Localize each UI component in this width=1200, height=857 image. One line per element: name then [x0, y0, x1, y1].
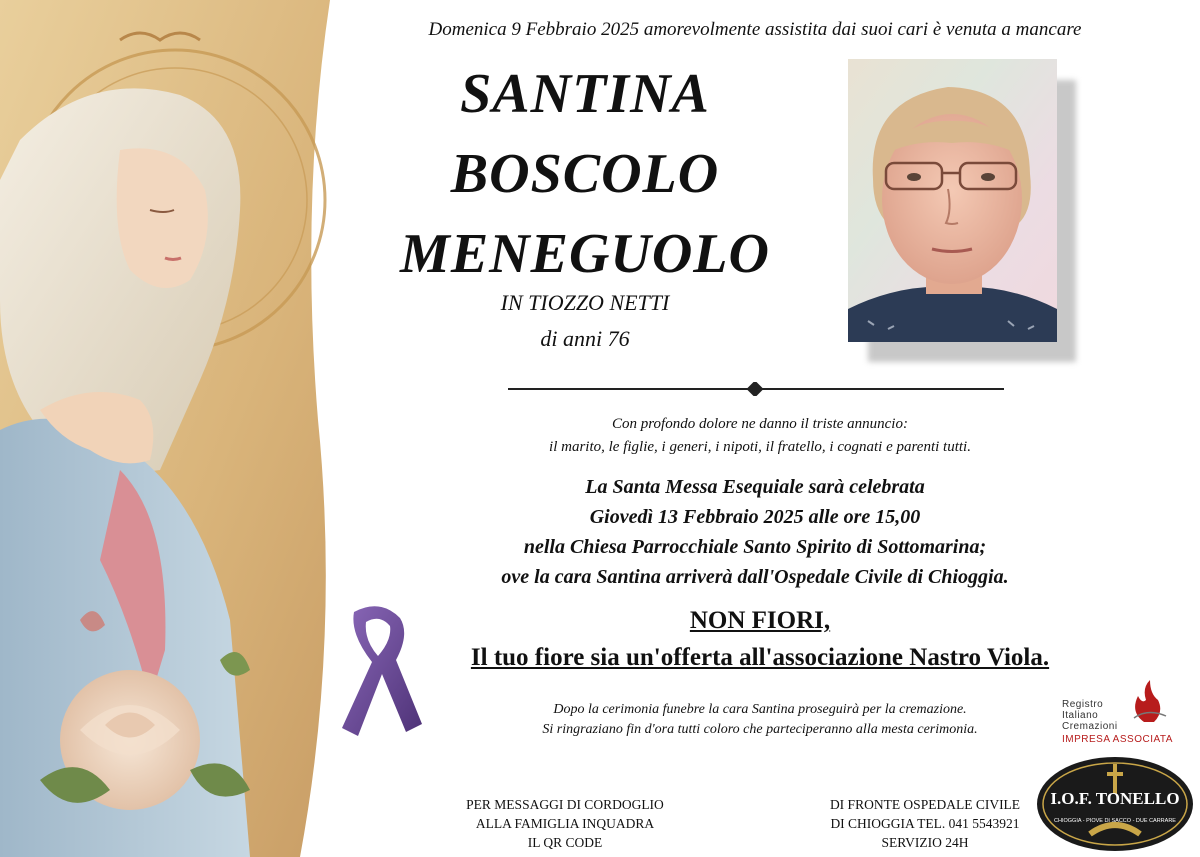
agency-line-2: DI CHIOGGIA TEL. 041 5543921: [830, 816, 1020, 831]
non-fiori-title: NON FIORI,: [689, 607, 831, 634]
registro-line-1: Registro: [1062, 699, 1104, 710]
intro-text: Domenica 9 Febbraio 2025 amorevolmente assistita dai suoi cari è venuta a mancare: [428, 19, 1082, 40]
mass-line-1: La Santa Messa Esequiale sarà celebrata: [585, 476, 925, 498]
flame-icon: [1124, 678, 1170, 724]
qr-note-line-2: ALLA FAMIGLIA INQUADRA: [475, 816, 655, 831]
agency-line-3: SERVIZIO 24H: [881, 835, 969, 850]
mass-line-3: nella Chiesa Parrocchiale Santo Spirito di Sottomarina;: [523, 536, 987, 558]
mass-line-4: ove la cara Santina arriverà dall'Ospedale Civile di Chioggia.: [501, 566, 1009, 588]
deceased-age: di anni 76: [540, 326, 630, 351]
married-name: IN TIOZZO NETTI: [500, 290, 670, 315]
registro-line-2: Italiano: [1062, 710, 1099, 721]
announcement: [440, 413, 1080, 459]
registro-line-3: Cremazioni: [1062, 721, 1118, 732]
iof-name: I.O.F. TONELLO: [1050, 789, 1180, 808]
iof-locations: CHIOGGIA - PIOVE DI SACCO - DUE CARRARE: [1054, 818, 1176, 824]
deceased-first-name: SANTINA: [460, 63, 710, 125]
mass-line-2: Giovedì 13 Febbraio 2025 alle ore 15,00: [589, 506, 921, 528]
agency-address: [790, 795, 1060, 852]
closing-note: [420, 700, 1100, 740]
madonna-image: [0, 0, 340, 857]
registro-cremazioni-logo: [1062, 678, 1174, 748]
purple-awareness-ribbon-icon: [334, 604, 426, 740]
qr-note: [440, 795, 690, 852]
ornamental-divider: [508, 382, 1004, 396]
agency-line-1: DI FRONTE OSPEDALE CIVILE: [829, 797, 1021, 812]
deceased-surname-2: MENEGUOLO: [400, 223, 770, 285]
deceased-surname-1: BOSCOLO: [450, 143, 720, 205]
announcement-line-2: il marito, le figlie, i generi, i nipoti, il fratello, i cognati e parenti tutti.: [549, 439, 971, 455]
closing-line-1: Dopo la cerimonia funebre la cara Santina proseguirà per la cremazione.: [553, 702, 967, 717]
qr-note-line-1: PER MESSAGGI DI CORDOGLIO: [466, 797, 664, 812]
qr-note-line-3: IL QR CODE: [527, 835, 603, 850]
registro-tagline: IMPRESA ASSOCIATA: [1062, 734, 1173, 745]
portrait-photo: [848, 59, 1057, 342]
closing-line-2: Si ringraziano fin d'ora tutti coloro che parteciperanno alla mesta cerimonia.: [542, 722, 978, 737]
mass-info: [390, 472, 1120, 592]
announcement-line-1: Con profondo dolore ne danno il triste annuncio:: [612, 416, 908, 432]
non-fiori-subtitle: Il tuo fiore sia un'offerta all'associazione Nastro Viola.: [470, 644, 1050, 671]
